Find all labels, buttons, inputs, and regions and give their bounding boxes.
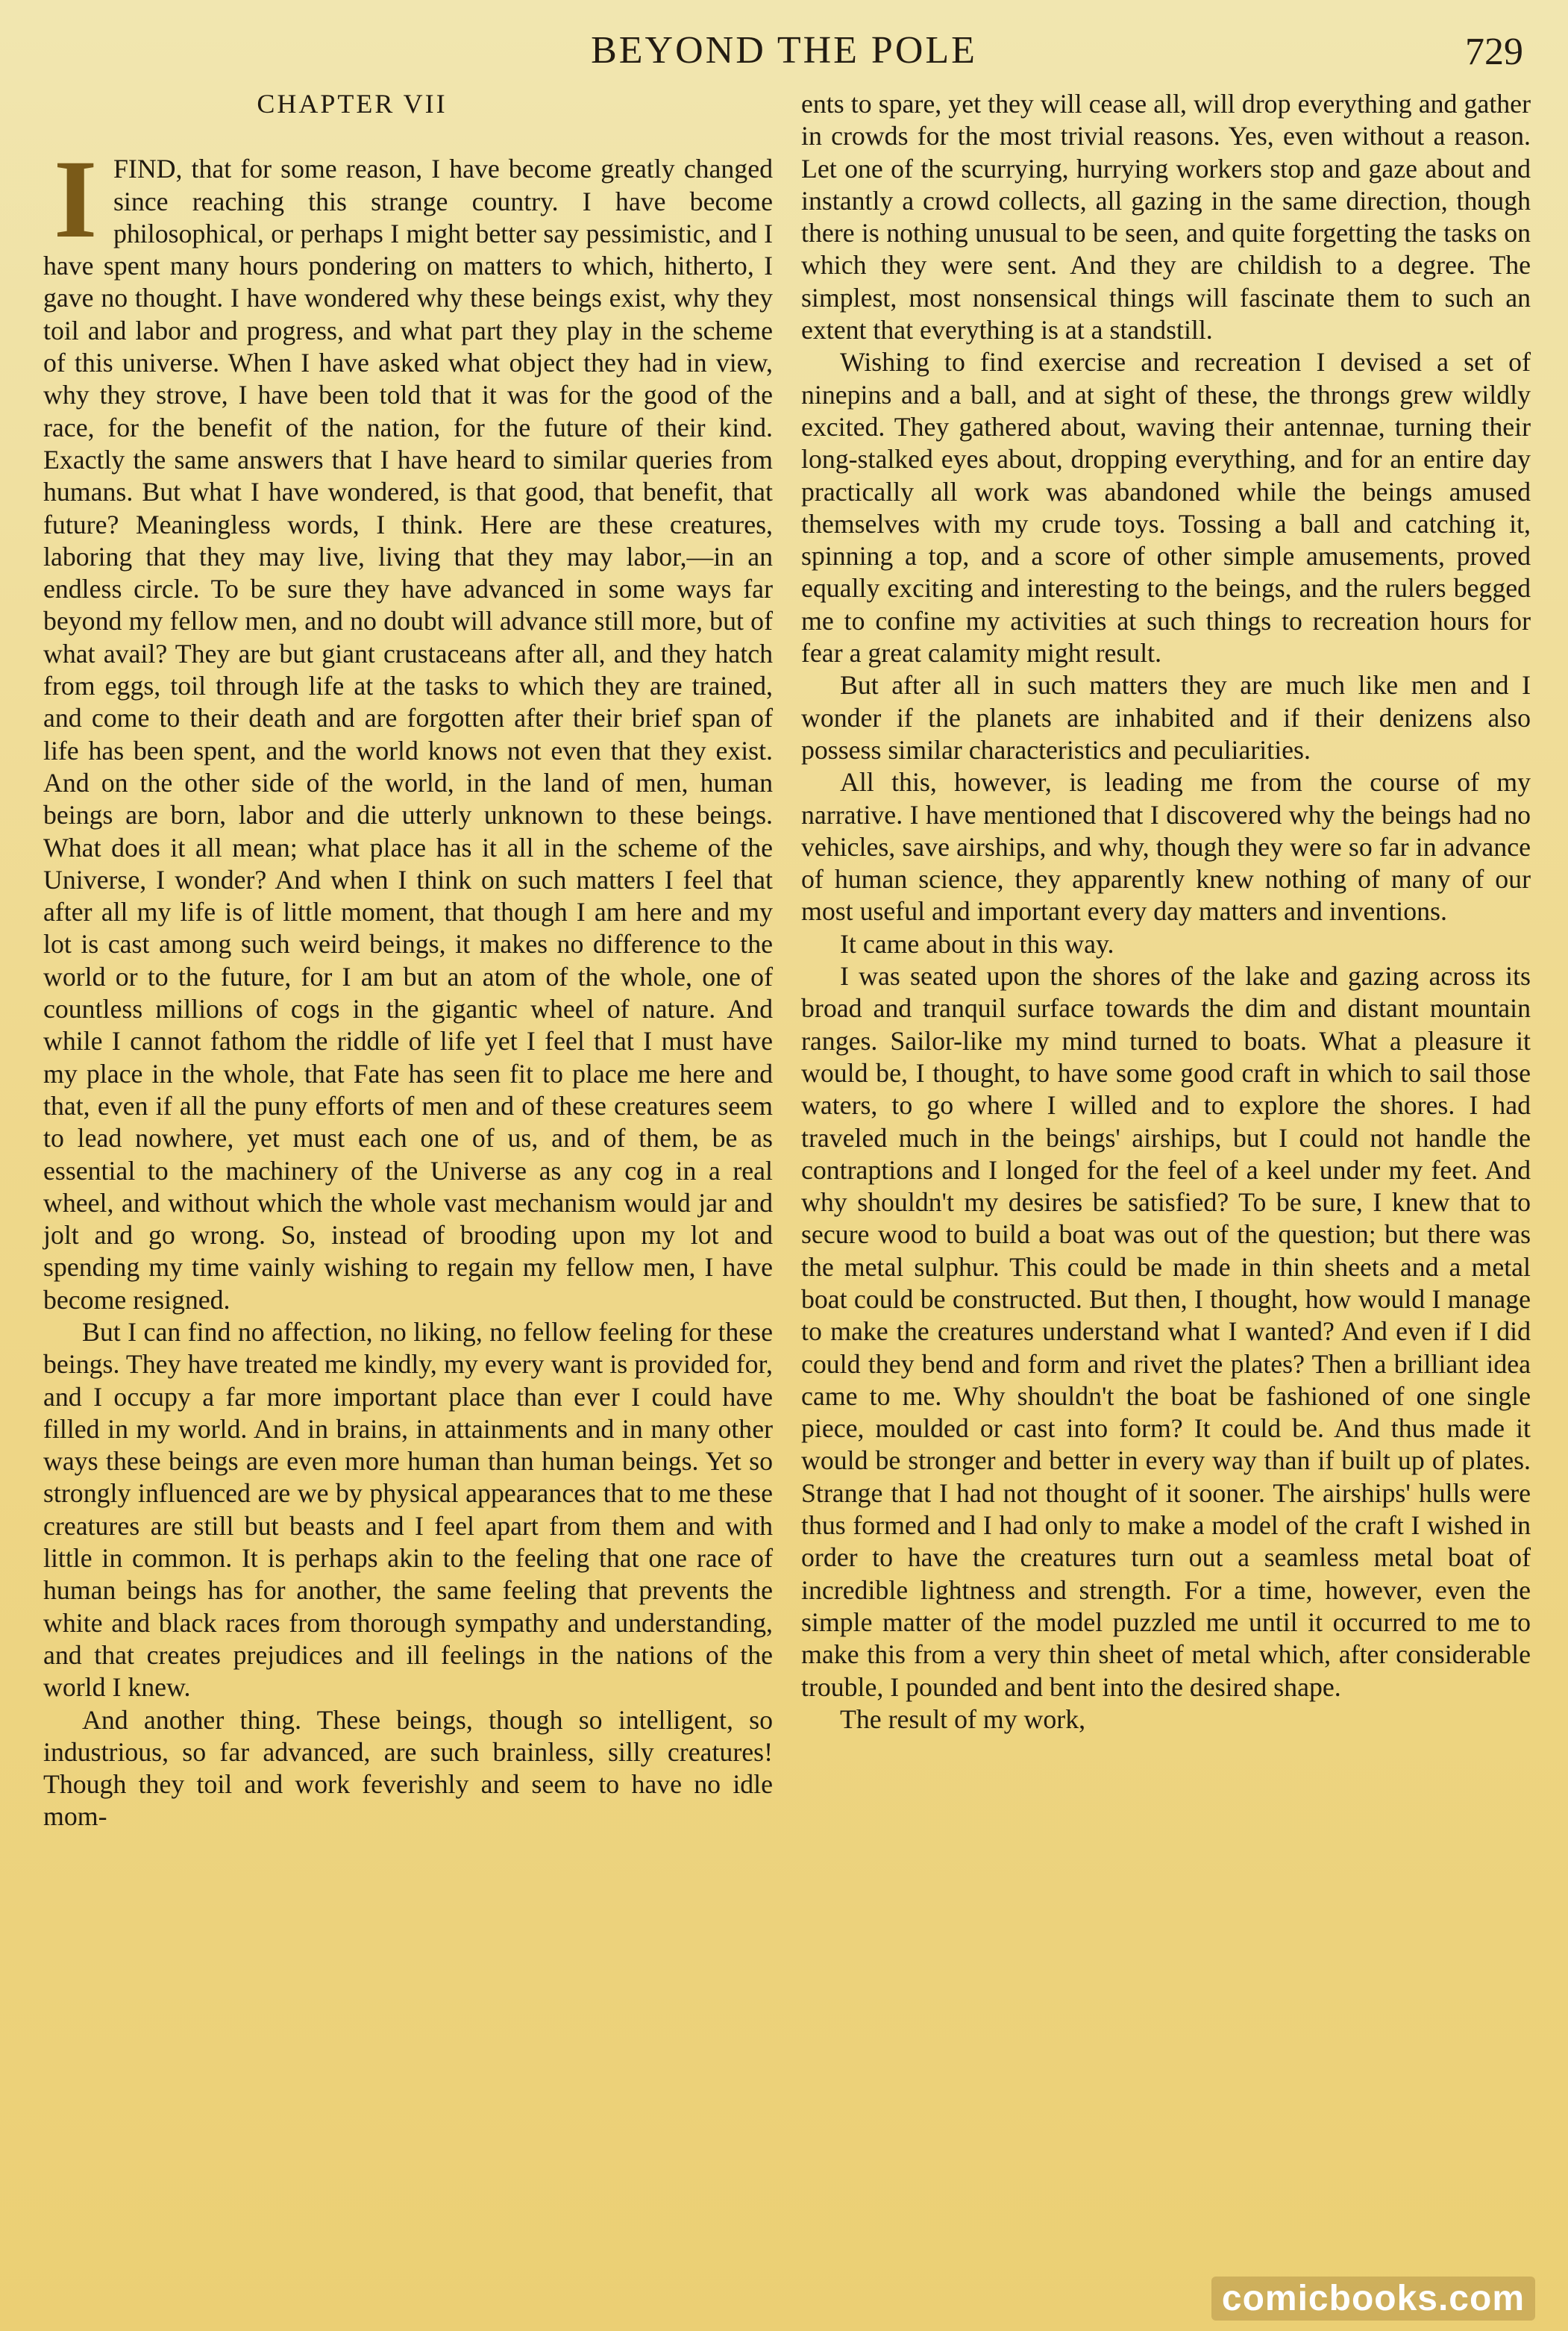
paragraph: And another thing. These beings, though so intelligent, so industrious, so far advanced, are such brainless, silly creatures! Though they toil and work feverishly and seem to have no idle mom- (43, 1704, 773, 1832)
drop-cap: I (54, 137, 98, 262)
right-column (801, 88, 1531, 1736)
opening-paragraph (43, 137, 773, 1316)
paragraph: I was seated upon the shores of the lake and gazing across its broad and tranquil surface towards the dim and distant mountain ranges. Sailor-like my mind turned to boats. What a pleasure it would be, I thought, to have some good craft in which to sail those waters, to go where I willed and to explore the shores. I had traveled much in the beings' airships, but I could not handle the contraptions and I longed for the feel of a keel under my feet. And why shouldn't my desires be satisfied? To be sure, I knew that to secure wood to build a boat was out of the question; but there was the metal sulphur. This could be made in thin sheets and a metal boat could be constructed. But then, I thought, how would I manage to make the creatures understand what I wanted? And even if I did could they bend and form and rivet the plates? Then a brilliant idea came to me. Why shouldn't the boat be fashioned of one single piece, moulded or cast into form? It could be. And thus made it would be stronger and better in every way than if built up of plates. Strange that I had not thought of it sooner. The airships' hulls were thus formed and I had only to make a model of the craft I wished in order to have the creatures turn out a seamless metal boat of incredible lightness and strength. For a time, however, even the simple matter of the model puzzled me until it occurred to me to make this from a very thin sheet of metal which, after considerable trouble, I pounded and bent into the desired shape. (801, 961, 1531, 1702)
watermark-logo: comicbooks.com (1211, 2277, 1535, 2321)
page-header (0, 28, 1568, 81)
page-number: 729 (1465, 31, 1523, 73)
paragraph: The result of my work, (840, 1703, 1086, 1734)
paragraph: Wishing to find exercise and recreation I devised a set of ninepins and a ball, and at sight of these, the throngs grew wildly excited. They gathered about, waving their antennae, turning their long-stalked eyes about, dropping everything, and for an entire day practically all work was abandoned while the beings amused themselves with my crude toys. Tossing a ball and catching it, spinning a top, and a score of other simple amusements, proved equally exciting and interesting to the beings, and the rulers begged me to confine my activities at such things to recreation hours for fear a great calamity might result. (801, 347, 1531, 669)
left-column (43, 88, 773, 1833)
paragraph: But I can find no affection, no liking, no fellow feeling for these beings. They have treated me kindly, my every want is provided for, and I occupy a far more important place than ever I could have filled in my world. And in brains, in attainments and in many other ways these beings are even more human than human beings. Yet so strongly influenced are we by physical appearances that to me these creatures are still but beasts and I feel apart from them and with little in common. It is perhaps akin to the feeling that one race of human beings has for another, the same feeling that prevents the white and black races from thorough sympathy and understanding, and that creates prejudices and ill feelings in the nations of the world I knew. (43, 1316, 773, 1703)
opening-paragraph-text: FIND, that for some reason, I have become greatly changed since reaching this strange country. I have become philosophical, or perhaps I might better say pessimistic, and I have spent many hours pondering on matters to which, hitherto, I gave no thought. I have wondered why these beings exist, why they toil and labor and progress, and what part they play in the scheme of this universe. When I have asked what object they had in view, why they strove, I have been told that it was for the good of the race, for the benefit of the nation, for the future of their kind. Exactly the same answers that I have heard to similar queries from humans. But what I have wondered, is that good, that benefit, that future? Meaningless words, I think. Here are these creatures, laboring that they may live, living that they may labor,—in an endless circle. To be sure they have advanced in some ways far beyond my fellow men, and no doubt will advance still more, but of what avail? They are but giant crustaceans after all, and they hatch from eggs, toil through life at the tasks to which they are trained, and come to their death and are forgotten after their brief span of life has been spent, and the world knows not even that they exist. And on the other side of the world, in the land of men, human beings are born, labor and die utterly unknown to these beings. What does it all mean; what place has it all in the scheme of the Universe, I wonder? And when I think on such matters I feel that after all my life is of little moment, that though I am here and my lot is cast among such weird beings, it makes no difference to the world or to the future, for I am but an atom of the whole, one of countless millions of cogs in the gigantic wheel of nature. And while I cannot fathom the riddle of life yet I feel that I must have my place in the whole, that Fate has seen fit to place me here and that, even if all the puny efforts of men and of these creatures seem to lead nowhere, yet must each one of us, and of them, be as essential to the machinery of the Universe as any cog in a real wheel, and without which the whole vast mechanism would jar and jolt and go wrong. So, instead of brooding upon my lot and spending my time vainly wishing to regain my fellow men, I have become resigned. (43, 154, 773, 1315)
running-title: BEYOND THE POLE (591, 29, 977, 72)
chapter-heading: CHAPTER VII (257, 89, 448, 119)
paragraph: It came about in this way. (840, 928, 1114, 959)
continued-paragraph: ents to spare, yet they will cease all, will drop everything and gather in crowds for the most trivial reasons. Yes, even without a reason. Let one of the scurrying, hurrying workers stop and gaze about and instantly a crowd collects, all gazing in the same direction, though there is nothing unusual to be seen, and quite forgetting the tasks on which they were sent. And they are childish to a degree. The simplest, most nonsensical things will fascinate them to such an extent that everything is at a standstill. (801, 89, 1531, 345)
paragraph: All this, however, is leading me from the course of my narrative. I have mentioned that I discovered why the beings had no vehicles, save airships, and why, though they were so far in advance of human science, they apparently knew nothing of many of our most useful and important every day matters and inventions. (801, 767, 1531, 927)
paragraph: But after all in such matters they are much like men and I wonder if the planets are inhabited and if their denizens also possess similar characteristics and peculiarities. (801, 670, 1531, 765)
